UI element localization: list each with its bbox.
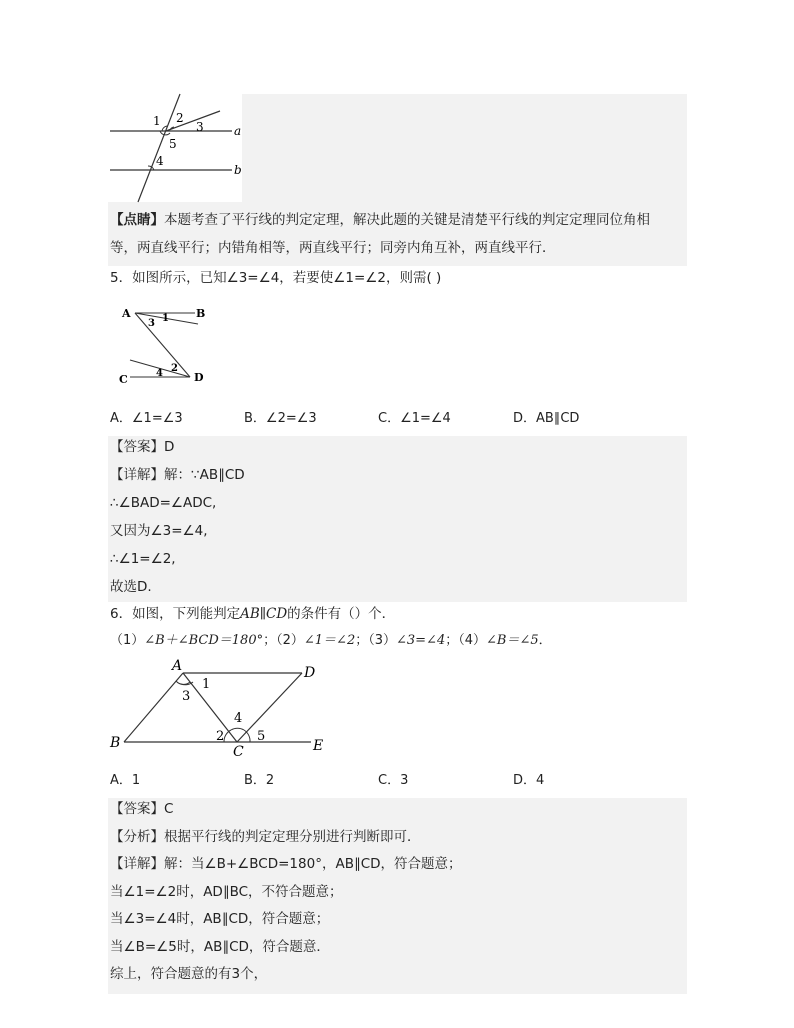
q6-option-b: B．2 — [244, 773, 275, 788]
q6-label-1: 1 — [202, 677, 211, 692]
q6-option-c: C．3 — [378, 773, 409, 788]
figure-q5 — [118, 304, 218, 384]
q5-label-3: 3 — [148, 318, 155, 329]
q6-detail-2: 当∠1=∠2时，AD∥BC，不符合题意； — [110, 884, 343, 900]
q5-answer: 【答案】D — [110, 439, 175, 455]
note-line-1 — [110, 210, 650, 230]
fig1-label-a: a — [234, 124, 242, 138]
q6-analysis: 【分析】根据平行线的判定定理分别进行判断即可． — [110, 829, 421, 845]
q5-option-b: B．∠2=∠3 — [244, 411, 317, 426]
q6-label-D: D — [304, 665, 316, 681]
q6-cond-1: ∠B＋∠BCD＝180° — [144, 633, 264, 648]
q6-stem-prefix: 6．如图，下列能判定 — [110, 606, 241, 622]
note-text-1: 本题考查了平行线的判定定理，解决此题的关键是清楚平行线的判定定理同位角相 — [164, 212, 650, 228]
q5-option-a: A．∠1=∠3 — [110, 411, 183, 426]
q6-cond-4: ∠B＝∠5 — [486, 633, 539, 648]
q6-detail-5: 综上，符合题意的有3个， — [110, 966, 268, 982]
q6-cond-3-num: ；（3） — [355, 633, 396, 648]
q5-label-2: 2 — [171, 363, 178, 374]
fig1-label-2: 2 — [176, 111, 184, 125]
q6-stem-suffix: 的条件有（）个． — [287, 606, 396, 622]
q5-label-4: 4 — [156, 368, 163, 379]
q5-label-1: 1 — [162, 313, 169, 324]
q6-cond-2-num: ；（2） — [263, 633, 304, 648]
q6-cond-end: ． — [538, 633, 552, 648]
q6-label-E: E — [313, 738, 324, 754]
q6-cond-2: ∠1＝∠2 — [303, 633, 356, 648]
q5-detail-2: ∴∠BAD=∠ADC, — [110, 495, 217, 511]
note-tag: 【点睛】 — [110, 212, 164, 228]
q6-cond-1-num: （1） — [110, 633, 145, 648]
q5-detail-4: ∴∠1=∠2, — [110, 551, 176, 567]
q5-stem: 5．如图所示，已知∠3=∠4，若要使∠1=∠2，则需( ) — [110, 270, 442, 286]
fig1-label-1: 1 — [153, 114, 161, 128]
q5-option-c: C．∠1=∠4 — [378, 411, 451, 426]
q5-detail-5: 故选D. — [110, 579, 152, 595]
q6-cond-3: ∠3=∠4 — [396, 633, 446, 648]
figure-q6 — [106, 656, 336, 758]
q6-label-5: 5 — [257, 729, 266, 744]
q6-stem — [110, 604, 395, 624]
q6-option-a: A．1 — [110, 773, 141, 788]
fig1-label-b: b — [234, 163, 242, 177]
q6-cond-4-num: ；（4） — [445, 633, 487, 648]
q6-label-A: A — [172, 658, 183, 674]
solution-shade-q5 — [108, 436, 687, 602]
fig1-label-3: 3 — [196, 120, 204, 134]
q6-label-4: 4 — [234, 711, 243, 726]
q5-option-d: D．AB∥CD — [513, 411, 580, 426]
q6-label-2: 2 — [216, 729, 225, 744]
fig1-label-4: 4 — [156, 154, 164, 168]
q6-label-C: C — [233, 744, 244, 760]
q6-stem-math: AB∥CD — [240, 606, 288, 622]
note-line-2: 等，两直线平行；内错角相等，两直线平行；同旁内角互补，两直线平行． — [110, 240, 556, 256]
q5-label-D: D — [194, 371, 204, 384]
fig1-label-5: 5 — [169, 137, 177, 151]
q6-conditions — [110, 631, 552, 651]
q6-detail-1: 【详解】解：当∠B+∠BCD=180°，AB∥CD，符合题意； — [110, 856, 462, 872]
q6-answer: 【答案】C — [110, 801, 174, 817]
q5-label-B: B — [196, 307, 206, 320]
q6-option-d: D．4 — [513, 773, 545, 788]
figure-parallel-lines-ab — [108, 94, 242, 202]
q5-detail-1: 【详解】解：∵AB∥CD — [110, 467, 245, 483]
q5-detail-3: 又因为∠3=∠4, — [110, 523, 208, 539]
q6-detail-3: 当∠3=∠4时，AB∥CD，符合题意； — [110, 911, 330, 927]
q5-label-C: C — [119, 373, 128, 386]
q5-label-A: A — [122, 307, 131, 320]
q6-label-3: 3 — [182, 689, 191, 704]
q6-detail-4: 当∠B=∠5时，AB∥CD，符合题意． — [110, 939, 330, 955]
q6-label-B: B — [110, 735, 121, 751]
